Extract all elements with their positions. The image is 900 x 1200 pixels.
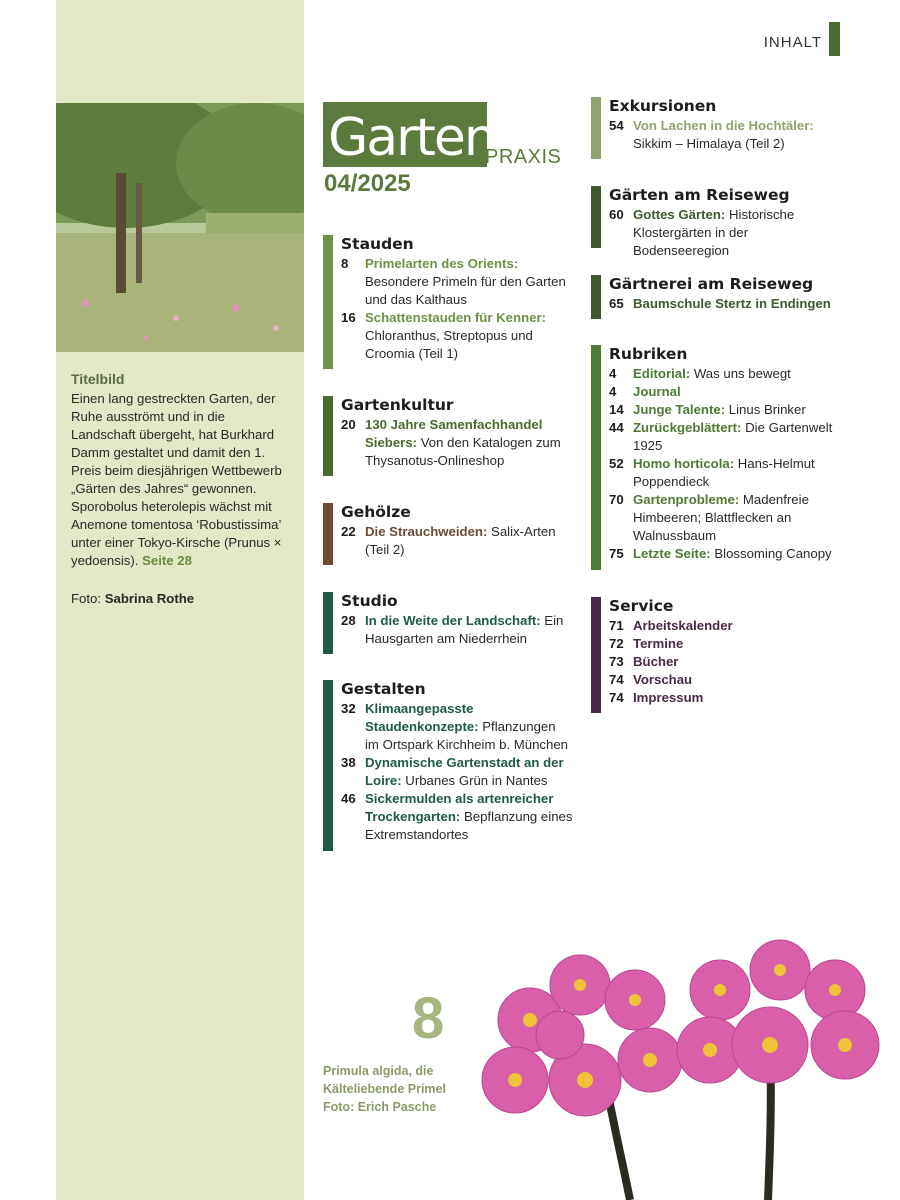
toc-title[interactable]: Vorschau [633, 672, 693, 687]
toc-page-number: 74 [609, 672, 624, 687]
section-service [591, 597, 841, 707]
toc-entry[interactable] [341, 754, 573, 790]
toc-entry[interactable] [609, 295, 841, 313]
toc-title[interactable]: Von Lachen in die Hochtäler: [633, 118, 814, 133]
section-label: INHALT [763, 34, 822, 51]
toc-text [633, 635, 841, 653]
toc-text [633, 295, 841, 313]
section-bar [591, 97, 601, 159]
section-bar [591, 186, 601, 248]
header-mark [829, 22, 840, 56]
toc-description: Von den Katalogen zum Thysanotus-Onlineshop [365, 435, 561, 468]
toc-text [365, 416, 573, 470]
toc-page-number: 73 [609, 654, 624, 669]
section-title: Gartenkultur [341, 396, 454, 414]
toc-title[interactable]: Homo horticola: [633, 456, 735, 471]
toc-description: Historische Klostergärten in der Bodenseeregion [633, 207, 795, 258]
photo-credit: Foto: Sabrina Rothe [71, 591, 195, 606]
toc-title[interactable]: Zurückgeblättert: [633, 420, 742, 435]
toc-page-number: 72 [609, 636, 624, 651]
toc-description: Pflanzungen im Ortspark Kirchheim b. München [365, 719, 569, 752]
section-gestalten [323, 680, 573, 844]
toc-title[interactable]: Baumschule Stertz in Endingen [633, 296, 831, 311]
toc-entry[interactable] [609, 635, 841, 653]
toc-text [365, 523, 573, 559]
toc-title[interactable]: Journal [633, 384, 681, 399]
toc-entry[interactable] [609, 455, 841, 491]
toc-description: Hans-Helmut Poppendieck [633, 456, 815, 489]
toc-text [633, 545, 841, 563]
toc-text [633, 383, 841, 401]
section-title: Gestalten [341, 680, 426, 698]
toc-title[interactable]: Editorial: [633, 366, 691, 381]
toc-title[interactable]: Primelarten des Orients: [365, 256, 519, 271]
toc-entry[interactable] [341, 309, 573, 363]
toc-text [633, 653, 841, 671]
toc-page-number: 20 [341, 417, 356, 432]
section-title: Studio [341, 592, 398, 610]
toc-entry[interactable] [341, 790, 573, 844]
toc-title[interactable]: Sickermulden als artenreicher Trockengarten: [365, 791, 554, 824]
toc-text [365, 309, 573, 363]
toc-description: Ein Hausgarten am Niederrhein [365, 613, 564, 646]
section-title: Exkursionen [609, 97, 717, 115]
section-bar [323, 235, 333, 369]
toc-description: Urbanes Grün in Nantes [401, 773, 548, 788]
section-gartenkultur [323, 396, 573, 470]
toc-page-number: 65 [609, 296, 624, 311]
toc-text [633, 617, 841, 635]
toc-entry[interactable] [609, 401, 841, 419]
section-bar [323, 503, 333, 565]
toc-text [633, 491, 841, 545]
toc-page-number: 28 [341, 613, 356, 628]
toc-text [633, 206, 841, 260]
toc-title[interactable]: Schattenstauden für Kenner: [365, 310, 546, 325]
toc-entry[interactable] [609, 365, 841, 383]
toc-page-number: 46 [341, 791, 356, 806]
toc-entry[interactable] [609, 545, 841, 563]
caption-page-ref[interactable]: Seite 28 [142, 553, 192, 568]
toc-page-number: 75 [609, 546, 624, 561]
section-bar [323, 592, 333, 654]
toc-text [633, 117, 841, 153]
section-bar [591, 597, 601, 713]
toc-page-number: 32 [341, 701, 356, 716]
section-bar [323, 396, 333, 476]
toc-title[interactable]: Gartenprobleme: [633, 492, 740, 507]
toc-entry[interactable] [609, 206, 841, 260]
toc-title[interactable]: In die Weite der Landschaft: [365, 613, 541, 628]
section-bar [323, 680, 333, 851]
toc-text [633, 671, 841, 689]
toc-title[interactable]: Termine [633, 636, 684, 651]
toc-description: Salix-Arten (Teil 2) [365, 524, 556, 557]
toc-page-number: 44 [609, 420, 624, 435]
toc-entry[interactable] [609, 117, 841, 153]
toc-page-number: 74 [609, 690, 624, 705]
toc-title[interactable]: Dynamische Gartenstadt an der Loire: [365, 755, 564, 788]
section-rubriken [591, 345, 841, 563]
toc-page-number: 71 [609, 618, 624, 633]
toc-page-number: 52 [609, 456, 624, 471]
toc-description: Linus Brinker [725, 402, 806, 417]
toc-description: Chloranthus, Streptopus und Croomia (Teil 1) [365, 328, 533, 361]
toc-page-number: 8 [341, 256, 349, 271]
toc-text [365, 255, 573, 309]
toc-text [633, 365, 841, 383]
section-gaerten-am-reiseweg [591, 186, 841, 260]
toc-title[interactable]: Gottes Gärten: [633, 207, 726, 222]
toc-description: Bepflanzung eines Extremstandortes [365, 809, 573, 842]
toc-entry[interactable] [609, 419, 841, 455]
section-stauden [323, 235, 573, 363]
toc-description: Was uns bewegt [690, 366, 791, 381]
section-exkursionen [591, 97, 841, 153]
section-title: Gärten am Reiseweg [609, 186, 790, 204]
toc-entry[interactable] [341, 612, 573, 648]
toc-title[interactable]: Bücher [633, 654, 679, 669]
toc-title[interactable]: Klimaangepasste Staudenkonzepte: [365, 701, 479, 734]
toc-text [365, 754, 573, 790]
toc-page-number: 22 [341, 524, 356, 539]
toc-page-number: 16 [341, 310, 356, 325]
toc-entry[interactable] [609, 689, 841, 707]
toc-entry[interactable] [609, 617, 841, 635]
toc-title[interactable]: 130 Jahre Samenfachhandel Siebers: [365, 417, 543, 450]
feature-page-number: 8 [412, 986, 445, 1051]
section-bar [591, 275, 601, 319]
toc-page-number: 54 [609, 118, 624, 133]
toc-text [365, 790, 573, 844]
toc-text [633, 689, 841, 707]
toc-description: Blossoming Canopy [710, 546, 832, 561]
toc-title[interactable]: Letzte Seite: [633, 546, 711, 561]
caption-title: Titelbild [71, 371, 125, 387]
toc-page-number: 4 [609, 366, 617, 381]
toc-text [365, 612, 573, 648]
toc-page-number: 70 [609, 492, 624, 507]
section-bar [591, 345, 601, 570]
toc-page-number: 14 [609, 402, 624, 417]
section-gaertnerei-am-reiseweg [591, 275, 841, 313]
toc-entry[interactable] [341, 255, 573, 309]
toc-text [365, 700, 573, 754]
toc-title[interactable]: Junge Talente: [633, 402, 726, 417]
section-gehoelze [323, 503, 573, 559]
toc-description: Sikkim – Himalaya (Teil 2) [633, 136, 785, 151]
cover-photo [56, 103, 304, 352]
toc-description: Madenfreie Himbeeren; Blattflecken an Walnussbaum [633, 492, 809, 543]
toc-description: Besondere Primeln für den Garten und das Kalthaus [365, 274, 566, 307]
toc-title[interactable]: Arbeitskalender [633, 618, 733, 633]
toc-page-number: 60 [609, 207, 624, 222]
flower-caption: Primula algida, die Kälteliebende Primel Foto: Erich Pasche [323, 1064, 446, 1114]
toc-entry[interactable] [341, 523, 573, 559]
toc-title[interactable]: Impressum [633, 690, 704, 705]
toc-page-number: 4 [609, 384, 617, 399]
logo-main: Garten [328, 108, 495, 168]
toc-text [633, 419, 841, 455]
toc-text [633, 401, 841, 419]
primula-flower-illustration [470, 930, 900, 1200]
toc-title[interactable]: Die Strauchweiden: [365, 524, 488, 539]
toc-description: Die Gartenwelt 1925 [633, 420, 833, 453]
cover-caption [71, 370, 293, 608]
section-title: Rubriken [609, 345, 688, 363]
section-title: Gehölze [341, 503, 411, 521]
toc-text [633, 455, 841, 491]
issue-number: 04/2025 [324, 170, 411, 197]
toc-entry[interactable] [341, 416, 573, 470]
section-title: Stauden [341, 235, 414, 253]
section-title: Service [609, 597, 674, 615]
logo-sub: PRAXIS [485, 146, 562, 168]
toc-entry[interactable] [609, 491, 841, 545]
toc-entry[interactable] [609, 653, 841, 671]
caption-text: Einen lang gestreckten Garten, der Ruhe ausströmt und in die Landschaft übergeht, hat Burkhard Damm gestaltet und damit den 1. Preis beim diesjährigen Wettbewerb „Gärten des Jahres“ gewonnen. Sporobolus heterolepis wächst mit Anemone tomentosa ‘Robustissima’ unter einer Tokyo-Kirsche (Prunus × yedoensis). [71, 391, 282, 568]
section-studio [323, 592, 573, 648]
toc-entry[interactable] [341, 700, 573, 754]
toc-page-number: 38 [341, 755, 356, 770]
toc-entry[interactable] [609, 671, 841, 689]
section-title: Gärtnerei am Reiseweg [609, 275, 814, 293]
toc-entry[interactable] [609, 383, 841, 401]
